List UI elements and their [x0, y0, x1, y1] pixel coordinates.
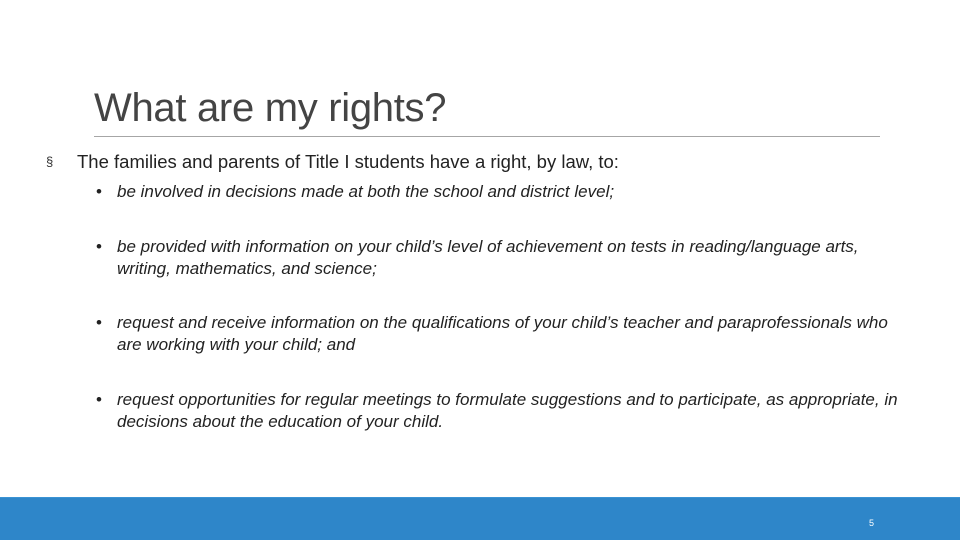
- sub-point: [96, 236, 916, 280]
- sub-point-text: request and receive information on the qualifications of your child’s teacher and paraprofessionals who are working with your child; and: [117, 313, 888, 354]
- bullet-dot-icon: •: [96, 313, 102, 332]
- page-number: 5: [869, 518, 875, 528]
- title-divider: [94, 136, 880, 137]
- sub-point-text: request opportunities for regular meetings to formulate suggestions and to participate, as appropriate, in decisions about the education of your child.: [117, 390, 898, 431]
- bullet-dot-icon: •: [96, 390, 102, 409]
- sub-point: [96, 312, 916, 356]
- footer-bar: [0, 498, 960, 540]
- square-bullet-icon: §: [46, 154, 54, 169]
- sub-point: [96, 181, 916, 203]
- sub-point-text: be provided with information on your child’s level of achievement on tests in reading/language arts, writing, mathematics, and science;: [117, 237, 859, 278]
- sub-point: [96, 389, 916, 433]
- bullet-dot-icon: •: [96, 237, 102, 256]
- main-point: The families and parents of Title I students have a right, by law, to:: [77, 151, 619, 172]
- sub-point-text: be involved in decisions made at both the school and district level;: [117, 182, 615, 201]
- bullet-dot-icon: •: [96, 182, 102, 201]
- slide-title: What are my rights?: [94, 86, 447, 130]
